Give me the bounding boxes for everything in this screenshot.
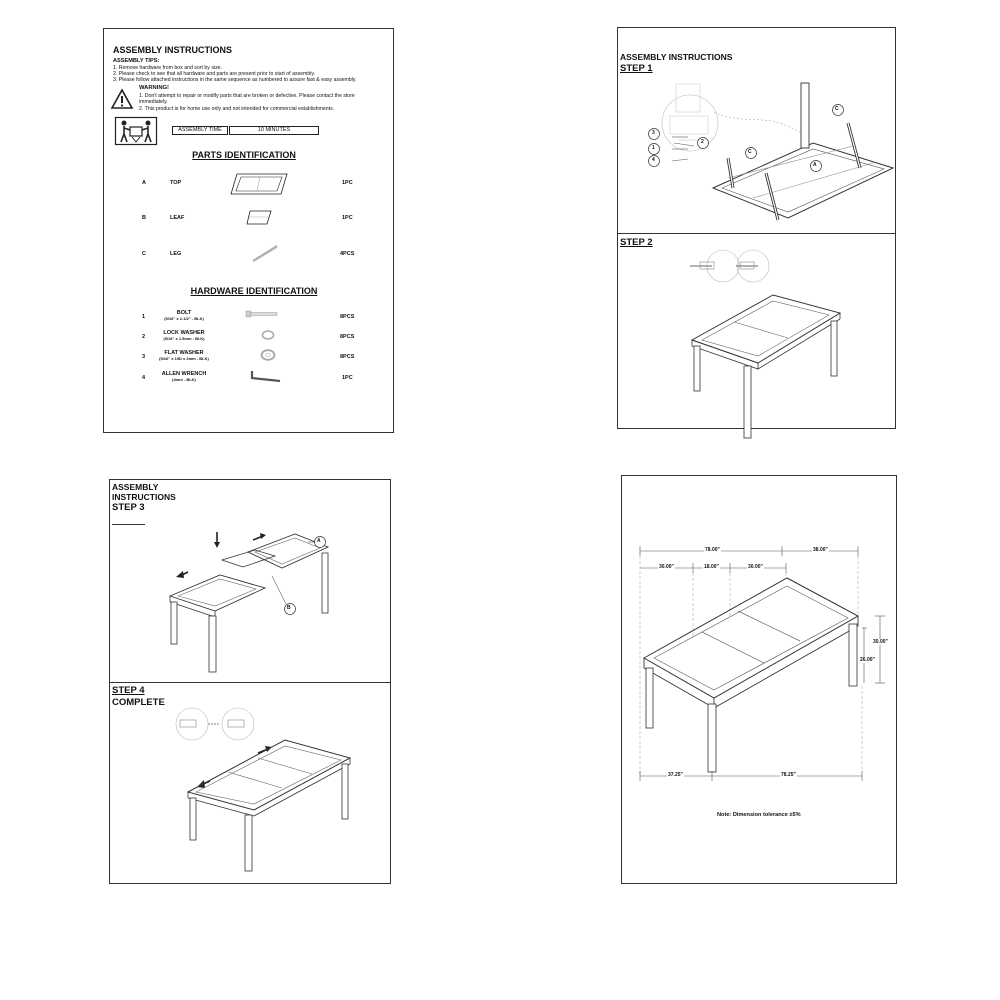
tolerance-note: Note: Dimension tolerance ±5% [717, 812, 801, 818]
hardware-3-spec: (5/16" x 19D x 2mm - BLK) [159, 356, 209, 361]
part-b-id: B [142, 215, 146, 221]
part-a-qty: 1PC [342, 180, 353, 186]
tip-3: 3. Please follow attached instructions in the same sequence as numbered to assure fast & easy assembly. [113, 77, 357, 83]
hardware-2-name [149, 330, 219, 341]
part-c-qty: 4PCS [340, 251, 355, 257]
hardware-3-name-text: FLAT WASHER [164, 350, 204, 356]
part-b-qty: 1PC [342, 215, 353, 221]
step-4-label: STEP 4 [112, 685, 145, 696]
hardware-2-spec: (5/16" x 1.5mm - BLK) [163, 336, 205, 341]
step-3-label: STEP 3 [112, 502, 145, 513]
table-top-drawing [229, 172, 289, 196]
lock-washer-icon [261, 330, 275, 340]
dim-37-25: 37.25" [668, 772, 683, 778]
callout-a-step3: A [317, 538, 321, 544]
dim-26: 26.00" [860, 657, 875, 663]
warning-1: 1. Don't attempt to repair or modify parts that are broken or defective. Please contact the store immediately. [139, 93, 355, 106]
steps-1-2-title: ASSEMBLY INSTRUCTIONS [620, 52, 733, 62]
step-1-illustration [618, 28, 897, 208]
tip-1: 1. Remove hardware from box and sort by size. [113, 65, 222, 71]
assembly-time-label: ASSEMBLY TIME [172, 126, 228, 135]
two-person-assembly-icon [115, 117, 157, 145]
callout-c-2: C [748, 149, 752, 155]
part-b-name: LEAF [170, 215, 185, 221]
bolt-icon [245, 309, 279, 319]
allen-wrench-icon [249, 369, 283, 383]
step-2-label: STEP 2 [620, 237, 653, 248]
callout-3: 3 [652, 130, 655, 136]
dimensions-panel [621, 475, 897, 884]
dim-38: 38.00" [813, 547, 828, 553]
warning-heading: WARNING! [139, 85, 169, 91]
hardware-1-id: 1 [142, 314, 146, 320]
steps-3-4-title-line2: INSTRUCTIONS [112, 492, 176, 502]
step-4-illustration [110, 680, 392, 880]
steps-3-4-title-line1: ASSEMBLY [112, 482, 159, 492]
part-a-id: A [142, 180, 146, 186]
callout-2: 2 [701, 139, 704, 145]
dim-78: 78.00" [705, 547, 720, 553]
dim-30-left: 30.00" [659, 564, 674, 570]
hardware-4-spec: (4mm - BLK) [172, 377, 196, 382]
callout-4: 4 [652, 157, 655, 163]
tips-heading: ASSEMBLY TIPS: [113, 58, 160, 64]
hardware-1-qty: 8PCS [340, 314, 355, 320]
dim-30-height: 30.00" [873, 639, 888, 645]
leaf-drawing [245, 210, 275, 226]
part-a-name: TOP [170, 180, 182, 186]
warning-2: 2. This product is for home use only and not intended for commercial establishments. [139, 106, 335, 112]
callout-1: 1 [652, 145, 655, 151]
hardware-2-name-text: LOCK WASHER [163, 330, 205, 336]
steps-1-2-panel [617, 27, 896, 429]
hardware-1-spec: (5/16" x 2-1/2" - BLK) [164, 316, 204, 321]
hardware-2-id: 2 [142, 334, 146, 340]
hardware-identification-heading: HARDWARE IDENTIFICATION [190, 286, 318, 296]
assembly-time-value: 10 MINUTES [229, 126, 319, 135]
hardware-2-qty: 8PCS [340, 334, 355, 340]
tip-2: 2. Please check to see that all hardware and parts are present prior to start of assembly. [113, 71, 316, 77]
hardware-4-id: 4 [142, 375, 146, 381]
dimension-drawing [622, 476, 898, 806]
dim-78-25: 78.25" [781, 772, 796, 778]
parts-sheet-title: ASSEMBLY INSTRUCTIONS [113, 45, 233, 55]
hardware-3-qty: 8PCS [340, 354, 355, 360]
step-3-illustration [110, 480, 392, 680]
dim-30-right: 30.00" [748, 564, 763, 570]
hardware-1-name [154, 310, 214, 321]
hardware-4-qty: 1PC [342, 375, 353, 381]
step-2-illustration [618, 228, 897, 428]
callout-c-1: C [835, 106, 839, 112]
steps-3-4-panel [109, 479, 391, 884]
hardware-1-name-text: BOLT [176, 310, 192, 316]
complete-label: COMPLETE [112, 697, 165, 708]
hardware-3-name [144, 350, 224, 361]
hardware-4-name-text: ALLEN WRENCH [161, 371, 207, 377]
parts-identification-heading: PARTS IDENTIFICATION [192, 150, 296, 160]
callout-b-step3: B [287, 605, 291, 611]
flat-washer-icon [260, 349, 276, 361]
callout-a: A [813, 162, 817, 168]
parts-sheet-panel [103, 28, 394, 433]
hardware-3-id: 3 [142, 354, 146, 360]
step-1-label: STEP 1 [620, 63, 653, 74]
leg-drawing [250, 243, 280, 263]
hardware-4-name [149, 371, 219, 382]
warning-icon [111, 89, 133, 109]
part-c-name: LEG [170, 251, 182, 257]
part-c-id: C [142, 251, 146, 257]
dim-18: 18.00" [704, 564, 719, 570]
